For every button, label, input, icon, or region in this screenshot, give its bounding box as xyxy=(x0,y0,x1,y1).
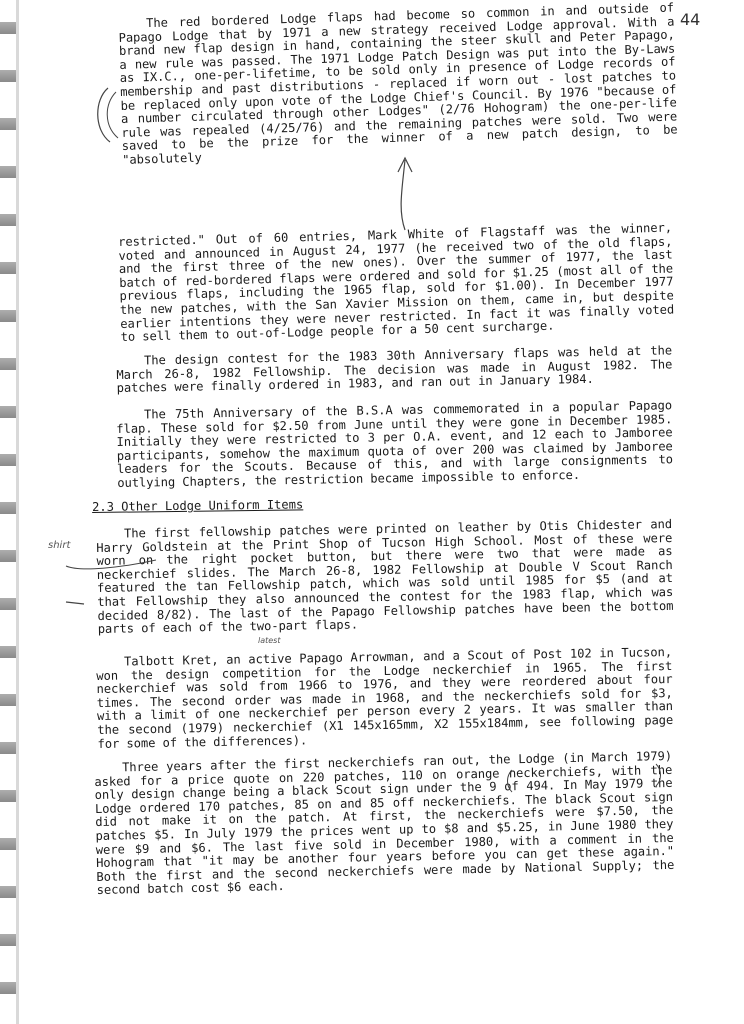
paragraph-lodge-flaps: The red bordered Lodge flaps had become so common in and outside of Papago Lodge that by 1971 a new strategy received Lodge approval. With a brand new flap design in hand, containing the steer skull and Peter Papago, a new rule was passed. The 1971 Lodge Patch Design was put into the By-Laws as IX.C., one-per-lifetime, to be sold only in presence of Lodge records of membership and past distributions - replaced if worn out - lost patches to be replaced only upon vote of the Lodge Chief's Council. By 1976 "because of a number circulated through other Lodges" (2/76 Hohogram) the one-per-life rule was repealed (4/25/76) and the remaining patches were sold. Two were saved to be the prize for the winner of a new patch design, to be "absolutely xyxy=(118,0,678,167)
paragraph-neckerchief-design: Talbott Kret, an active Papago Arrowman, and a Scout of Post 102 in Tucson, won the design competition for the Lodge neckerchief in 1965. The first neckerchief was sold from 1966 to 1976, and they were reordered about four times. The second order was made in 1968, and the neckerchiefs sold for $3, with a limit of one neckerchief per person every 2 years. It was smaller than the second (1979) neckerchief (X1 145x165mm, X2 155x184mm, see following page for some of the differences). xyxy=(96,644,674,751)
handwritten-note-latest: latest xyxy=(258,636,281,645)
arrow-head xyxy=(398,158,412,172)
dash-mark xyxy=(66,602,84,604)
bracket-mark-left-2 xyxy=(107,92,118,138)
page-number: 44 xyxy=(680,10,701,29)
paragraph-75th-anniversary: The 75th Anniversary of the B.S.A was commemorated in a popular Papago flap. These sold for $2.50 from June until they were gone in December 1985. Initially they were restricted to 3 per O.A. event, and 12 each to Jamboree participants, somehow the maximum quota of over 200 was claimed by Jamboree leaders for the Scouts. Because of this, and with large consignments to outlying Chapters, the restriction became impossible to enforce. xyxy=(116,398,674,490)
paragraph-contest-winner: restricted." Out of 60 entries, Mark White of Flagstaff was the winner, voted and announced in August 24, 1977 (he received two of the old flaps, and the first three of the new ones). Over the summer of 1977, the last batch of red-bordered flaps were ordered and sold for $1.25 (most all of the previous flaps, including the 1965 flap, sold for $1.00). In December 1977 the new patches, with the San Xavier Mission on them, came in, but despite earlier intentions they were never restricted. In fact it was finally voted to sell them to out-of-Lodge people for a 50 cent surcharge. xyxy=(117,220,675,345)
handwritten-note-shirt: shirt xyxy=(48,540,71,551)
paragraph-30th-anniversary: The design contest for the 1983 30th Anniversary flaps was held at the March 26-8, 1982 Fellowship. The decision was made in August 1982. The patches were finally ordered in 1983, and ran out in January 1984. xyxy=(116,343,673,396)
section-heading: 2.3 Other Lodge Uniform Items xyxy=(92,497,304,514)
binder-edge xyxy=(0,0,16,1024)
paragraph-fellowship-patches: The first fellowship patches were printed on leather by Otis Chidester and Harry Goldstein at the Print Shop of Tucson High School. Most of these were worn on the right pocket button, but there were two that were made as neckerchief slides. The March 26-8, 1982 Fellowship at Double V Scout Ranch featured the tan Fellowship patch, which was sold until 1985 for $5 (and at that Fellowship they also announced the contest for the 1983 flap, which was decided 8/82). The last of the Papago Fellowship patches have been the bottom parts of each of the two-part flaps. xyxy=(96,516,674,637)
paragraph-second-neckerchief: Three years after the first neckerchiefs ran out, the Lodge (in March 1979) asked for a price quote on 220 patches, 110 on orange neckerchiefs, with the only design change being a black Scout sign under the 9 of 494. In May 1979 the Lodge ordered 170 patches, 85 on and 85 off neckerchiefs. The black Scout sign did not make it on the patch. At first, the neckerchiefs were $7.50, the patches $5. In July 1979 the prices went up to $8 and $5.25, in June 1980 they were $9 and $6. The last five sold in December 1980, with a comment in the Hohogram that "it may be another four years before you can get these again." Both the first and the second neckerchiefs were made by National Supply; the second batch cost $6 each. xyxy=(94,748,675,898)
binder-shadow xyxy=(16,0,19,1024)
arrow-mark xyxy=(401,160,405,230)
bracket-mark-left xyxy=(98,88,110,142)
